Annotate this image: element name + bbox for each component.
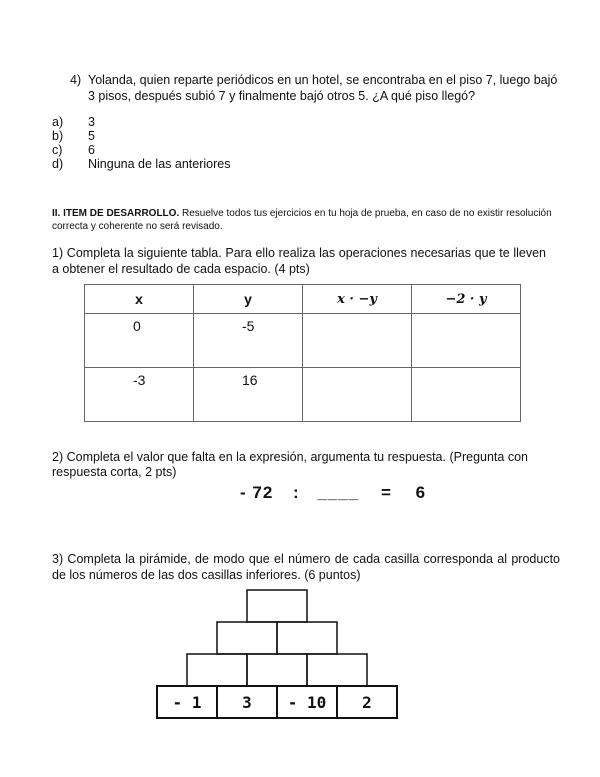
exercise-2-expression: [240, 483, 426, 503]
header-x: x: [85, 285, 194, 314]
exercise-1-table: [84, 284, 521, 422]
option-c[interactable]: c) 6: [52, 143, 95, 157]
cell-x: 0: [85, 314, 194, 368]
header-x-times-neg-y: x · −y: [303, 285, 412, 314]
pyramid-cell-row2-2[interactable]: [277, 622, 337, 654]
header-y: y: [194, 285, 303, 314]
question-text: Yolanda, quien reparte periódicos en un hotel, se encontraba en el piso 7, luego bajó 3 pisos, después subió 7 y finalmente bajó otros 5. ¿A qué piso llegó?: [88, 73, 558, 103]
expression-blank[interactable]: ____: [317, 483, 360, 502]
pyramid-cell-row3-3[interactable]: [307, 654, 367, 686]
pyramid-cell-row3-1[interactable]: [187, 654, 247, 686]
expression-result: 6: [415, 483, 427, 502]
exercise-1-prompt: 1) Completa la siguiente tabla. Para ello realiza las operaciones necesarias que te lleven a obtener el resultado de cada espacio. (4 pts): [52, 246, 546, 276]
table-row: [85, 314, 521, 368]
section-title: II. ITEM DE DESARROLLO.: [52, 208, 180, 219]
pyramid-base-value-1: - 1: [172, 693, 202, 712]
cell-y: -5: [194, 314, 303, 368]
table-row: [85, 368, 521, 422]
option-b[interactable]: b) 5: [52, 129, 95, 143]
pyramid: [155, 588, 405, 720]
header-neg2-times-y: −2 · y: [412, 285, 521, 314]
section-instructions: Resuelve todos tus ejercicios en tu hoja de prueba, en caso de no existir resolución correcta y coherente no será revisado.: [52, 208, 552, 232]
question-4: [70, 72, 560, 104]
answer-cell[interactable]: [303, 314, 412, 368]
answer-cell[interactable]: [412, 368, 521, 422]
exercise-2-prompt: 2) Completa el valor que falta en la expresión, argumenta tu respuesta. (Pregunta con respuesta corta, 2 pts): [52, 450, 528, 479]
answer-cell[interactable]: [303, 368, 412, 422]
pyramid-cell-row2-1[interactable]: [217, 622, 277, 654]
exercise-3-prompt: 3) Completa la pirámide, de modo que el número de cada casilla corresponda al producto de los números de las dos casillas inferiores. (6 puntos): [52, 552, 560, 582]
expression-equals: =: [381, 483, 392, 502]
pyramid-base-value-2: 3: [242, 693, 252, 712]
pyramid-base-value-4: 2: [362, 693, 372, 712]
pyramid-base-value-3: - 10: [287, 693, 327, 712]
option-a[interactable]: a) 3: [52, 115, 95, 129]
pyramid-cell-top[interactable]: [247, 590, 307, 622]
pyramid-cell-row3-2[interactable]: [247, 654, 307, 686]
cell-x: -3: [85, 368, 194, 422]
expression-left: - 72: [240, 483, 274, 502]
option-d[interactable]: d) Ninguna de las anteriores: [52, 157, 231, 171]
table-header-row: [85, 285, 521, 314]
cell-y: 16: [194, 368, 303, 422]
answer-options: [52, 115, 230, 171]
expression-operator: :: [293, 483, 300, 502]
question-number: 4): [70, 73, 82, 87]
section-header: [52, 207, 562, 233]
answer-cell[interactable]: [412, 314, 521, 368]
